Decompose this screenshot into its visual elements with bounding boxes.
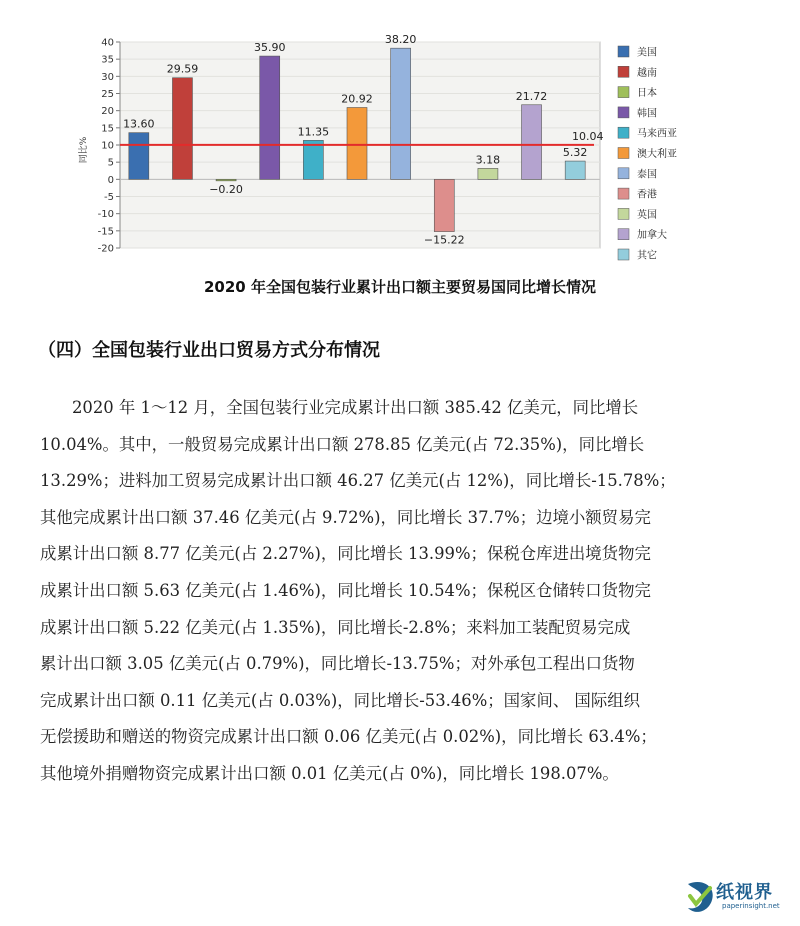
y-tick-label: -20 xyxy=(97,243,114,255)
y-tick-label: 40 xyxy=(101,37,114,49)
watermark-logo xyxy=(682,876,794,920)
paragraph-line: 成累计出口额 5.63 亿美元(占 1.46%)，同比增长 10.54%；保税区仓储转口货物完 xyxy=(40,580,651,600)
paragraph-line: 13.29%；进料加工贸易完成累计出口额 46.27 亿美元(占 12%)，同比增长-15.78%； xyxy=(40,471,676,491)
bar-7 xyxy=(391,48,411,179)
paragraph-line: 其他境外捐赠物资完成累计出口额 0.01 亿美元(占 0%)，同比增长 198.07%。 xyxy=(40,763,619,783)
y-tick-label: 35 xyxy=(101,54,114,66)
bar-2 xyxy=(172,78,192,180)
legend-label: 越南 xyxy=(637,67,657,79)
paragraph-line: 10.04%。其中，一般贸易完成累计出口额 278.85 亿美元(占 72.35%)，同比增长 xyxy=(40,434,645,454)
y-tick-label: 20 xyxy=(101,106,114,118)
y-tick-label: 15 xyxy=(101,123,114,135)
legend-label: 英国 xyxy=(637,209,657,221)
legend-label: 韩国 xyxy=(637,108,657,120)
section-heading: （四）全国包装行业出口贸易方式分布情况 xyxy=(38,340,380,361)
paragraph-line: 其他完成累计出口额 37.46 亿美元(占 9.72%)，同比增长 37.7%；边境小额贸易完 xyxy=(40,507,651,527)
legend-label: 日本 xyxy=(637,88,657,100)
y-tick-label: 0 xyxy=(107,174,114,186)
bar-6 xyxy=(347,108,367,180)
legend-swatch xyxy=(618,148,629,159)
y-tick-label: -5 xyxy=(104,192,114,203)
legend-label: 美国 xyxy=(637,47,657,59)
paragraph-line: 2020 年 1～12 月，全国包装行业完成累计出口额 385.42 亿美元，同比增长 xyxy=(72,398,639,417)
legend-label: 香港 xyxy=(637,189,657,201)
data-label: 21.72 xyxy=(515,89,548,103)
y-tick-label: -10 xyxy=(97,209,114,221)
bar-4 xyxy=(260,56,280,179)
legend-swatch xyxy=(618,107,629,118)
legend-swatch xyxy=(618,87,629,98)
legend-swatch xyxy=(618,229,629,240)
chart-svg xyxy=(0,0,800,262)
data-label: −15.22 xyxy=(423,233,465,247)
legend-swatch xyxy=(618,249,629,260)
data-label: 20.92 xyxy=(341,92,373,106)
y-tick-label: 10 xyxy=(101,140,114,152)
legend-swatch xyxy=(618,188,629,199)
data-label: 3.18 xyxy=(475,153,501,167)
bar-9 xyxy=(478,168,498,179)
data-label: 5.32 xyxy=(562,146,588,160)
reference-line-label: 10.04 xyxy=(572,129,604,143)
y-axis-label: 同比% xyxy=(79,136,89,164)
legend-label: 泰国 xyxy=(637,169,657,181)
y-tick-label: 25 xyxy=(101,89,114,100)
legend-swatch xyxy=(618,168,629,179)
bar-1 xyxy=(129,133,149,180)
legend-swatch xyxy=(618,127,629,138)
y-tick-label: 5 xyxy=(107,157,114,169)
paragraph-line: 累计出口额 3.05 亿美元(占 0.79%)，同比增长-13.75%；对外承包工程出口货物 xyxy=(40,654,635,674)
data-label: 38.20 xyxy=(384,33,417,47)
legend-label: 其它 xyxy=(637,250,657,262)
data-label: 35.90 xyxy=(253,41,286,55)
legend-label: 加拿大 xyxy=(637,230,667,242)
legend-swatch xyxy=(618,46,629,57)
bar-8 xyxy=(434,179,454,231)
paragraph-line: 完成累计出口额 0.11 亿美元(占 0.03%)，同比增长-53.46%；国家间、 国际组织 xyxy=(40,690,640,710)
watermark-subtext: paperinsight.net xyxy=(722,902,780,910)
data-label: −0.20 xyxy=(209,182,243,196)
bar-5 xyxy=(303,140,323,179)
watermark-icon xyxy=(682,878,718,918)
data-label: 29.59 xyxy=(166,62,199,76)
watermark-text: 纸视界 xyxy=(716,882,773,903)
bar-11 xyxy=(565,161,585,179)
y-tick-label: -15 xyxy=(97,226,114,238)
bar-10 xyxy=(522,105,542,180)
paragraph-line: 成累计出口额 8.77 亿美元(占 2.27%)，同比增长 13.99%；保税仓库进出境货物完 xyxy=(40,544,651,564)
y-tick-label: 30 xyxy=(101,71,114,83)
paragraph-line: 成累计出口额 5.22 亿美元(占 1.35%)，同比增长-2.8%；来料加工装配贸易完成 xyxy=(40,617,631,637)
bar-chart xyxy=(0,0,800,262)
chart-title: 2020 年全国包装行业累计出口额主要贸易国同比增长情况 xyxy=(204,278,596,296)
legend-label: 马来西亚 xyxy=(637,128,677,140)
bar-3 xyxy=(216,179,236,181)
data-label: 13.60 xyxy=(123,117,155,131)
legend-swatch xyxy=(618,208,629,219)
body-paragraph xyxy=(40,390,775,793)
legend-label: 澳大利亚 xyxy=(637,149,677,160)
legend-swatch xyxy=(618,66,629,77)
paragraph-line: 无偿援助和赠送的物资完成累计出口额 0.06 亿美元(占 0.02%)，同比增长 63.4%； xyxy=(40,727,657,747)
data-label: 11.35 xyxy=(297,125,330,139)
